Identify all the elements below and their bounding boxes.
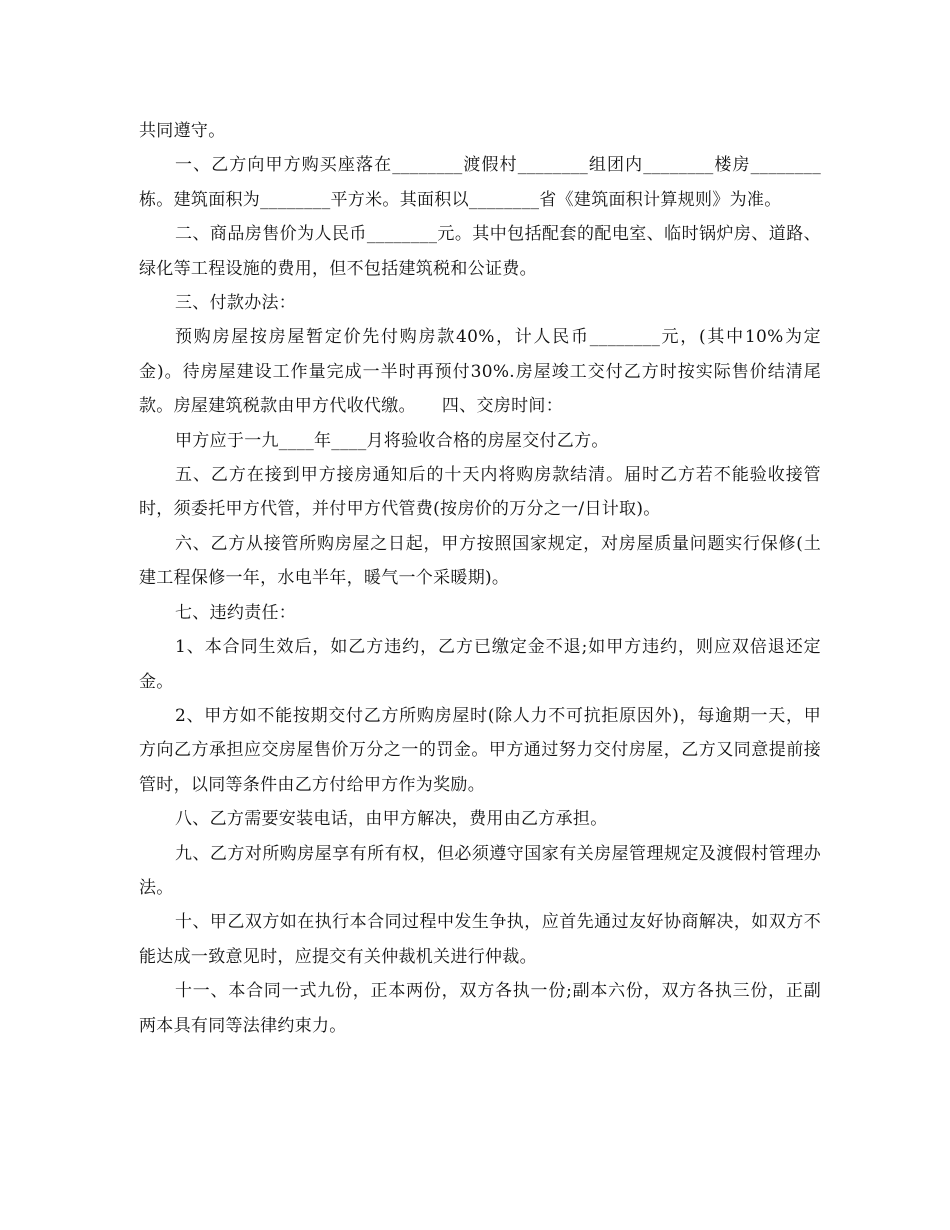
paragraph-clause-11: 十一、本合同一式九份，正本两份，双方各执一份;副本六份，双方各执三份，正副两本具有同等法律约束力。 [139,981,821,1036]
paragraph-payment-terms: 预购房屋按房屋暂定价先付购房款40%，计人民币________元，(其中10%为定金)。待房屋建设工作量完成一半时再预付30%.房屋竣工交付乙方时按实际售价结清尾款。房屋建筑税款由甲方代收代缴。 四、交房时间： [139,327,821,417]
paragraph-intro: 共同遵守。 [139,121,226,141]
paragraph-delivery-date: 甲方应于一九____年____月将验收合格的房屋交付乙方。 [175,430,609,451]
paragraph-clause-8: 八、乙方需要安装电话，由甲方解决，费用由乙方承担。 [175,809,608,830]
paragraph-breach-1: 1、本合同生效后，如乙方违约，乙方已缴定金不退;如甲方违约，则应双倍退还定金。 [139,637,821,692]
paragraph-clause-1: 一、乙方向甲方购买座落在________渡假村________组团内________楼房________栋。建筑面积为________平方米。其面积以________省《建筑面积计算规则》为准。 [139,155,821,210]
paragraph-breach-2: 2、甲方如不能按期交付乙方所购房屋时(除人力不可抗拒原因外)，每逾期一天，甲方向乙方承担应交房屋售价万分之一的罚金。甲方通过努力交付房屋，乙方又同意提前接管时，以同等条件由乙方付给甲方作为奖励。 [139,705,821,795]
paragraph-clause-2: 二、商品房售价为人民币________元。其中包括配套的配电室、临时锅炉房、道路、绿化等工程设施的费用，但不包括建筑税和公证费。 [139,224,821,279]
document-body [139,114,821,1043]
paragraph-clause-3-heading: 三、付款办法： [175,293,297,314]
paragraph-clause-10: 十、甲乙双方如在执行本合同过程中发生争执，应首先通过友好协商解决，如双方不能达成一致意见时，应提交有关仲裁机关进行仲裁。 [139,912,821,967]
paragraph-clause-6: 六、乙方从接管所购房屋之日起，甲方按照国家规定，对房屋质量问题实行保修(土建工程保修一年，水电半年，暖气一个采暖期)。 [139,533,821,589]
paragraph-clause-9: 九、乙方对所购房屋享有所有权，但必须遵守国家有关房屋管理规定及渡假村管理办法。 [139,843,821,898]
paragraph-clause-7-heading: 七、违约责任： [175,602,297,623]
paragraph-clause-5: 五、乙方在接到甲方接房通知后的十天内将购房款结清。届时乙方若不能验收接管时，须委托甲方代管，并付甲方代管费(按房价的万分之一/日计取)。 [139,465,821,520]
